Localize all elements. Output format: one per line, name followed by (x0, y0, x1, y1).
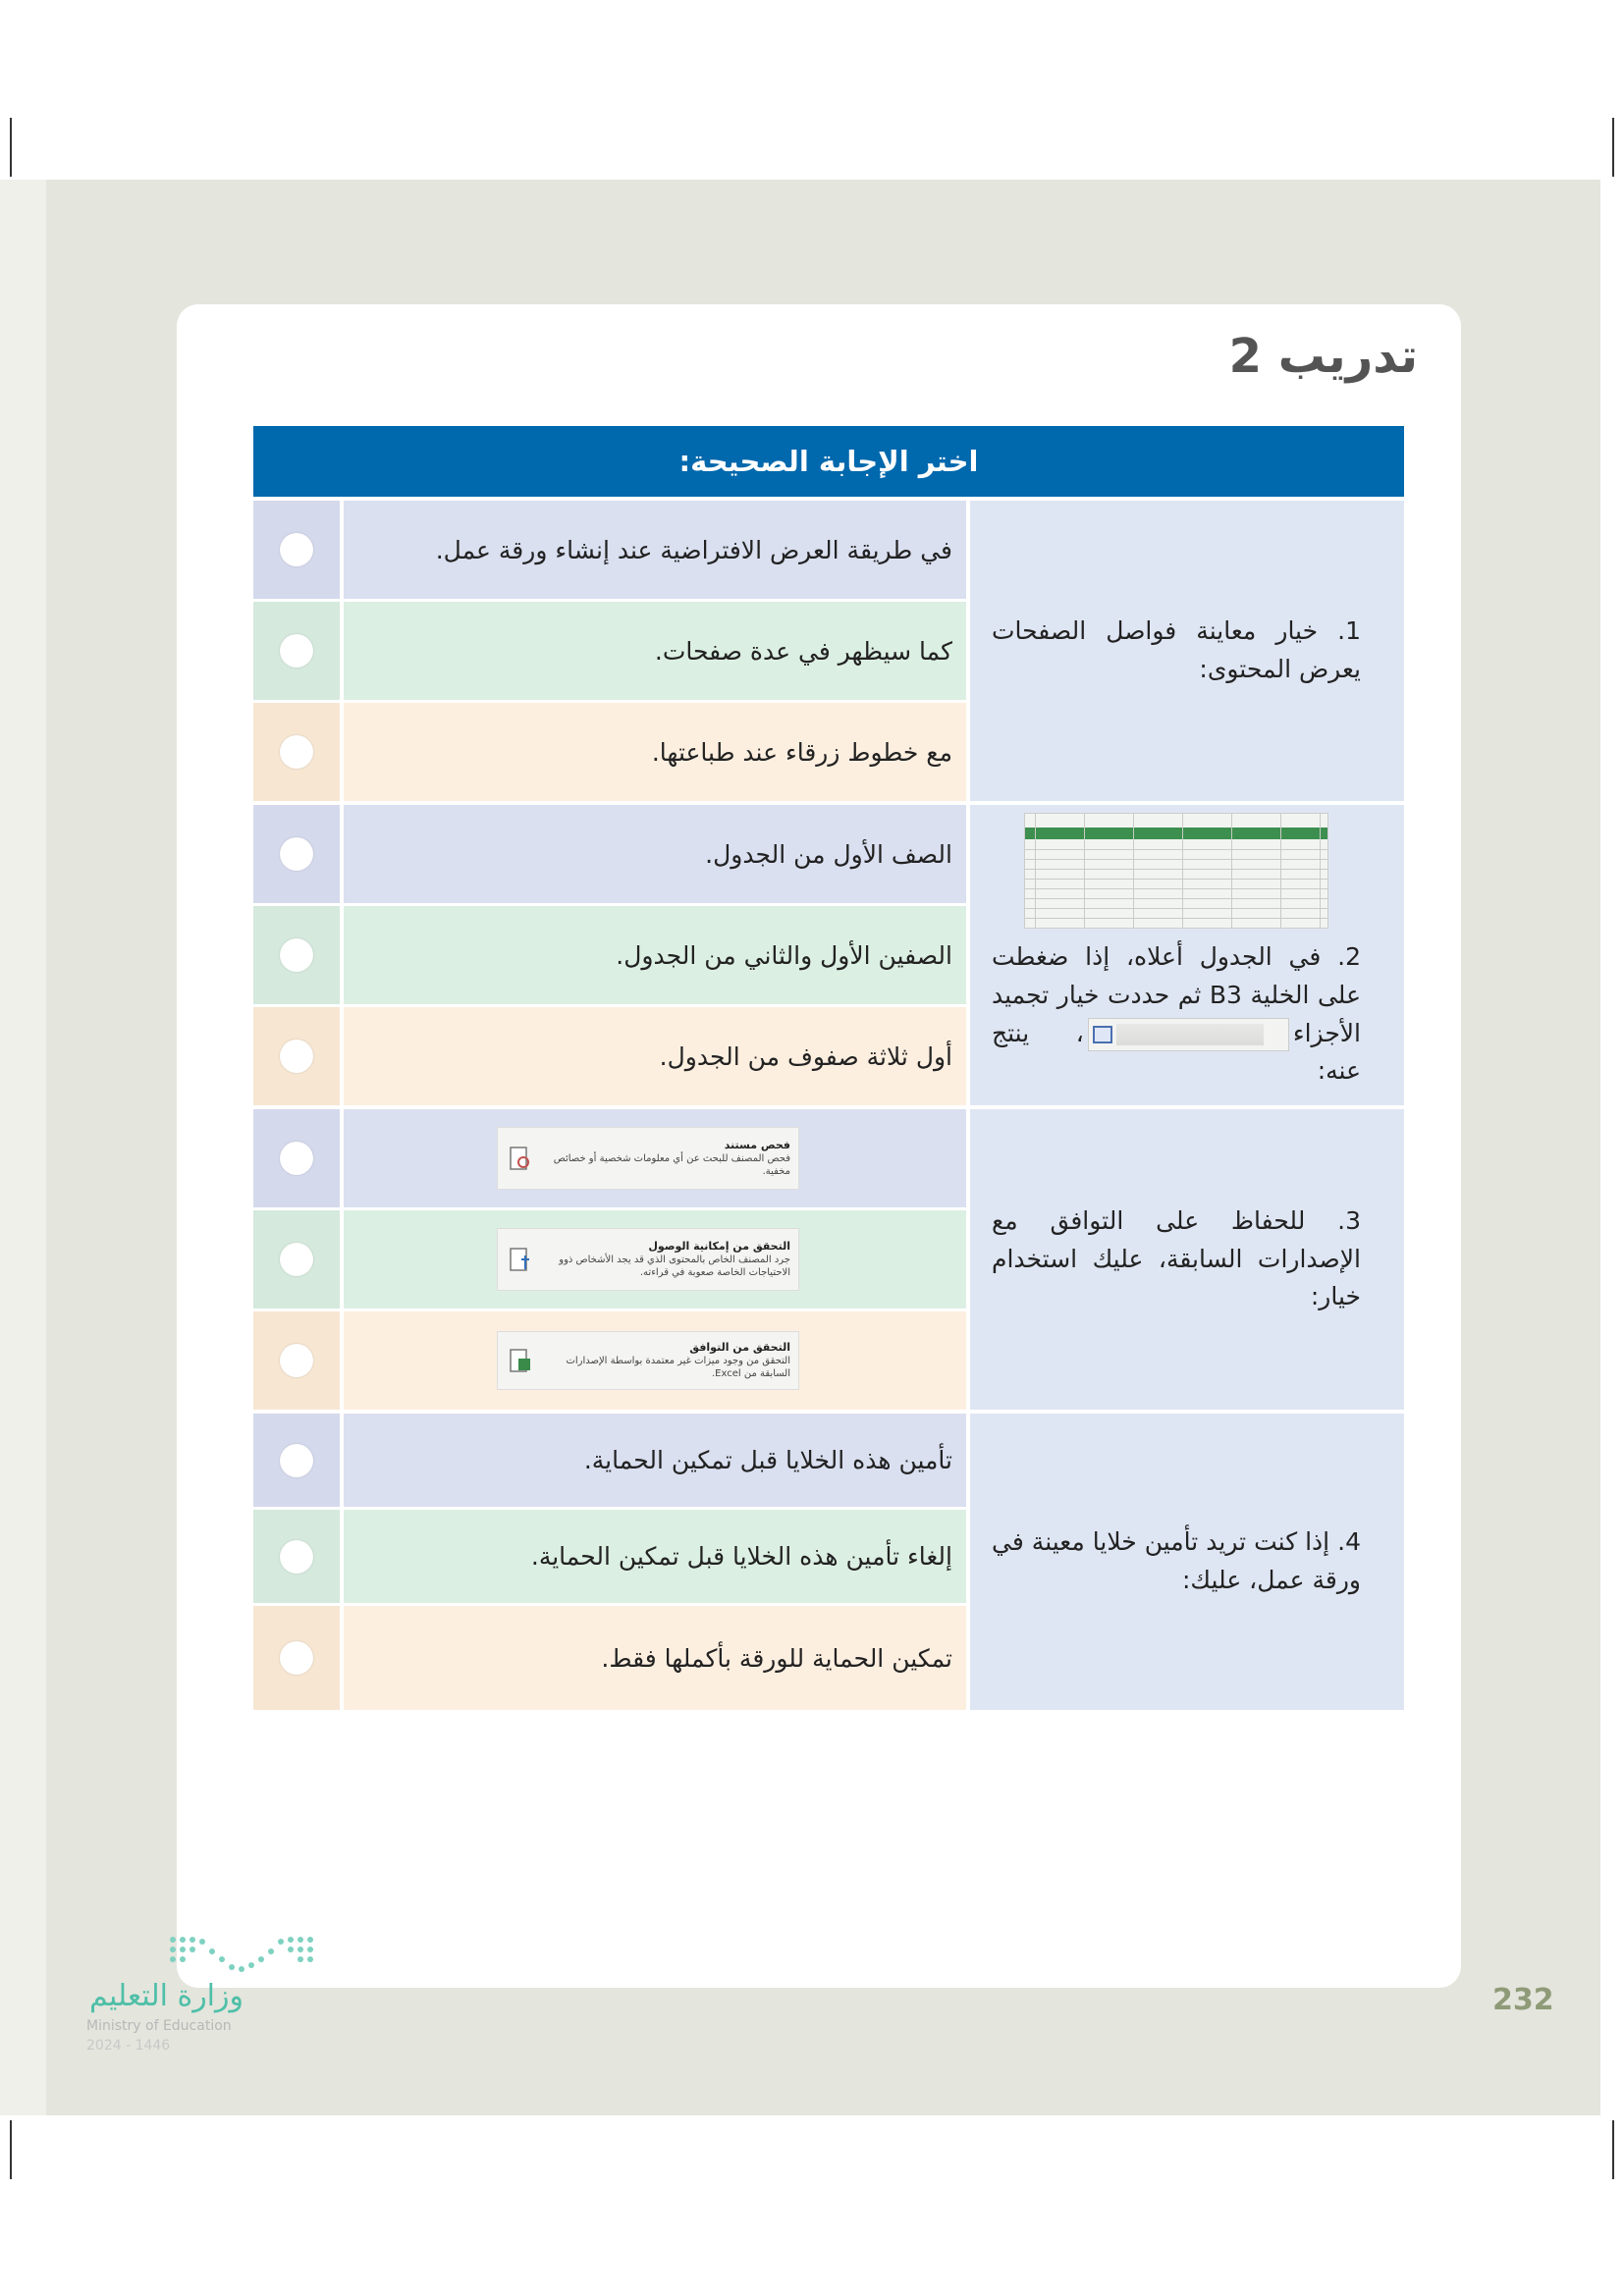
crop-mark (10, 2120, 12, 2179)
inspect-document-option (497, 1127, 799, 1190)
option-text: الصف الأول من الجدول. (344, 805, 966, 903)
option-cell (344, 1210, 966, 1308)
question-2-text: 2. في الجدول أعلاه، إذا ضغطت على الخلية B3 ثم حددت خيار تجميد الأجزاء (992, 942, 1361, 1047)
question-3-text: 3. للحفاظ على التوافق مع الإصدارات السابقة، عليك استخدام خيار: (992, 1205, 1361, 1311)
page-title: تدريب 2 (1228, 329, 1418, 384)
question-text (970, 1109, 1404, 1410)
option-desc: التحقق من وجود ميزات غير معتمدة بواسطة الإصدارات السابقة من Excel. (566, 1356, 790, 1380)
option-text: تمكين الحماية للورقة بأكملها فقط. (344, 1606, 966, 1710)
logo-dots-icon (165, 1932, 322, 1983)
compatibility-check-icon (506, 1347, 533, 1374)
radio-button[interactable] (280, 1344, 313, 1377)
radio-cell[interactable] (253, 1007, 340, 1105)
question-text (970, 805, 1404, 1105)
question-2 (253, 805, 1404, 1105)
accessibility-check-icon (506, 1246, 533, 1273)
spreadsheet-thumbnail (1024, 813, 1328, 929)
radio-cell[interactable] (253, 501, 340, 599)
quiz-table (253, 426, 1404, 1710)
page-margin-stripe (0, 180, 46, 2115)
logo-year-text: 2024 - 1446 (86, 2038, 171, 2054)
option-cell (344, 1311, 966, 1410)
radio-cell[interactable] (253, 1311, 340, 1410)
option-title: فحص مستند (724, 1138, 790, 1151)
check-compatibility-option (497, 1331, 799, 1390)
radio-button[interactable] (280, 1142, 313, 1175)
question-2-text-end: ، ينتج عنه: (992, 1018, 1361, 1086)
question-text (970, 501, 1404, 801)
crop-mark (1612, 2120, 1614, 2179)
logo-arabic-text: وزارة التعليم (88, 1979, 244, 2013)
radio-button[interactable] (280, 533, 313, 566)
radio-cell[interactable] (253, 1109, 340, 1207)
crop-mark (10, 118, 12, 177)
option-text: كما سيظهر في عدة صفحات. (344, 602, 966, 700)
option-cell (344, 1109, 966, 1207)
option-desc: فحص المصنف للبحث عن أي معلومات شخصية أو خصائص مخفية. (553, 1153, 790, 1178)
question-4 (253, 1414, 1404, 1710)
radio-cell[interactable] (253, 602, 340, 700)
page-number: 232 (1492, 1983, 1554, 2017)
option-text: أول ثلاثة صفوف من الجدول. (344, 1007, 966, 1105)
radio-button[interactable] (280, 1540, 313, 1574)
document-inspect-icon (506, 1145, 533, 1172)
question-4-text: 4. إذا كنت تريد تأمين خلايا معينة في ورقة عمل، عليك: (992, 1527, 1361, 1594)
option-text: تأمين هذه الخلايا قبل تمكين الحماية. (344, 1414, 966, 1507)
quiz-header: اختر الإجابة الصحيحة: (253, 426, 1404, 497)
radio-cell[interactable] (253, 805, 340, 903)
check-accessibility-option (497, 1228, 799, 1291)
option-text: الصفين الأول والثاني من الجدول. (344, 906, 966, 1004)
radio-button[interactable] (280, 1243, 313, 1276)
radio-button[interactable] (280, 634, 313, 667)
radio-cell[interactable] (253, 1510, 340, 1603)
radio-button[interactable] (280, 938, 313, 972)
option-text: مع خطوط زرقاء عند طباعتها. (344, 703, 966, 801)
radio-button[interactable] (280, 1444, 313, 1477)
radio-button[interactable] (280, 735, 313, 769)
question-1 (253, 501, 1404, 801)
question-3 (253, 1109, 1404, 1410)
option-text: في طريقة العرض الافتراضية عند إنشاء ورقة عمل. (344, 501, 966, 599)
option-title: التحقق من إمكانية الوصول (648, 1239, 790, 1253)
radio-cell[interactable] (253, 703, 340, 801)
radio-cell[interactable] (253, 1210, 340, 1308)
calendar-icon (1093, 1026, 1112, 1043)
radio-cell[interactable] (253, 1606, 340, 1710)
radio-button[interactable] (280, 1641, 313, 1675)
radio-button[interactable] (280, 1040, 313, 1073)
question-text (970, 1414, 1404, 1710)
option-text: إلغاء تأمين هذه الخلايا قبل تمكين الحماية. (344, 1510, 966, 1603)
freeze-panes-thumbnail (1088, 1018, 1289, 1051)
question-1-text: 1. خيار معاينة فواصل الصفحات يعرض المحتوى: (992, 616, 1361, 683)
radio-button[interactable] (280, 837, 313, 871)
option-desc: جرد المصنف الخاص بالمحتوى الذي قد يجد الأشخاص ذوو الاحتياجات الخاصة صعوبة في قراءته. (559, 1255, 790, 1279)
ministry-logo (86, 1932, 322, 2059)
radio-cell[interactable] (253, 1414, 340, 1507)
option-title: التحقق من التوافق (689, 1340, 790, 1354)
radio-cell[interactable] (253, 906, 340, 1004)
logo-english-text: Ministry of Education (86, 2018, 232, 2034)
crop-mark (1612, 118, 1614, 177)
